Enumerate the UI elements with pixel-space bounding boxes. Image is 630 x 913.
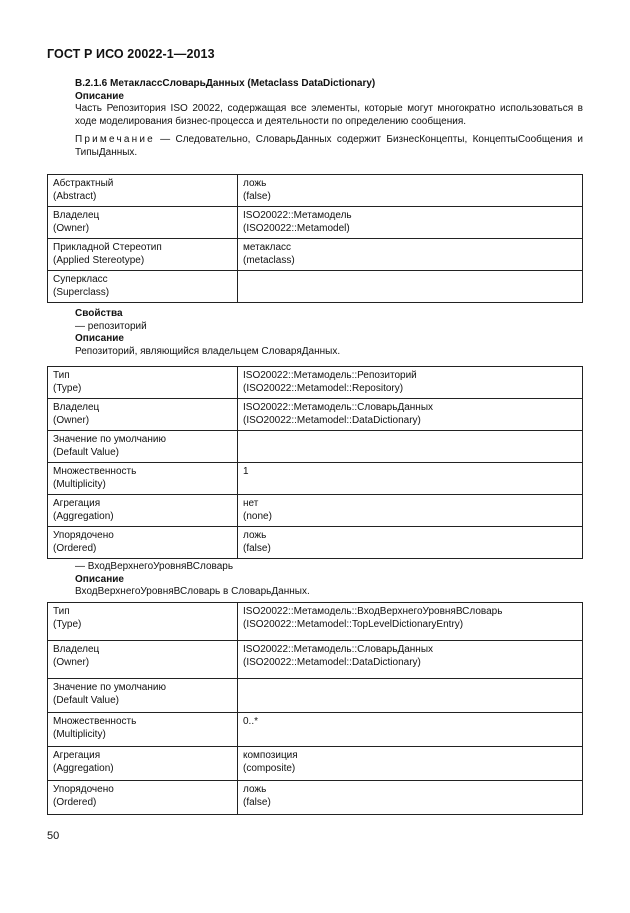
- property-key-en: (Owner): [53, 656, 90, 668]
- property-key-en: (Applied Stereotype): [53, 254, 145, 266]
- property-value-cell: [238, 271, 583, 303]
- property-key-ru: Значение по умолчанию: [53, 682, 166, 693]
- property-key-en: (Default Value): [53, 446, 119, 458]
- property-key-cell: [48, 713, 238, 747]
- property-value-cell: [238, 781, 583, 815]
- property-description: ВходВерхнегоУровняВСловарь в СловарьДанных.: [75, 586, 310, 597]
- property-key-ru: Владелец: [53, 644, 100, 655]
- property-value-ru: ложь: [243, 530, 267, 541]
- property-key-cell: [48, 527, 238, 559]
- property-value-cell: [238, 641, 583, 679]
- property-key-en: (Ordered): [53, 542, 97, 554]
- property-value-ru: ISO20022::Метамодель::СловарьДанных: [243, 402, 434, 413]
- table-row: [48, 679, 583, 713]
- table-row: [48, 271, 583, 303]
- property-name: — репозиторий: [75, 320, 147, 332]
- property-value-ru: ISO20022::Метамодель: [243, 210, 352, 221]
- property-key-ru: Владелец: [53, 402, 100, 413]
- property-value-ru: нет: [243, 498, 259, 509]
- property-key-cell: [48, 747, 238, 781]
- property-value-en: (metaclass): [243, 254, 295, 266]
- property-value-en: (ISO20022::Metamodel::DataDictionary): [243, 414, 421, 426]
- property-description-heading: Описание: [75, 573, 124, 585]
- property-key-cell: [48, 679, 238, 713]
- properties-block-2: [75, 561, 583, 599]
- property-key-ru: Множественность: [53, 466, 137, 477]
- property-value-en: (false): [243, 542, 271, 554]
- property-description: Репозиторий, являющийся владельцем СловаряДанных.: [75, 345, 341, 357]
- property-key-ru: Упорядочено: [53, 530, 114, 541]
- table-row: [48, 207, 583, 239]
- property-key-en: (Default Value): [53, 694, 119, 706]
- property-key-en: (Multiplicity): [53, 728, 106, 740]
- property-key-ru: Упорядочено: [53, 784, 114, 795]
- property-key-cell: [48, 603, 238, 641]
- property-key-cell: [48, 367, 238, 399]
- property-value-cell: [238, 527, 583, 559]
- property-key-en: (Type): [53, 382, 82, 394]
- property-key-en: (Multiplicity): [53, 478, 106, 490]
- property-value-cell: [238, 713, 583, 747]
- description-heading: Описание: [75, 90, 124, 102]
- note: [75, 134, 583, 159]
- section-title: B.2.1.6 МетаклассСловарьДанных (Metaclass DataDictionary): [75, 78, 376, 89]
- property-name: — ВходВерхнегоУровняВСловарь: [75, 561, 234, 572]
- property-key-en: (Owner): [53, 414, 90, 426]
- property-key-cell: [48, 239, 238, 271]
- property-key-cell: [48, 431, 238, 463]
- table-row: [48, 495, 583, 527]
- property-key-ru: Суперкласс: [53, 274, 108, 285]
- property-key-en: (Type): [53, 618, 82, 630]
- property-key-ru: Абстрактный: [53, 178, 114, 189]
- property-value-cell: [238, 603, 583, 641]
- table-row: [48, 463, 583, 495]
- property-value-ru: композиция: [243, 750, 298, 761]
- property-key-ru: Агрегация: [53, 750, 101, 761]
- property-key-ru: Агрегация: [53, 498, 101, 509]
- property-key-ru: Значение по умолчанию: [53, 434, 166, 445]
- property-key-ru: Владелец: [53, 210, 100, 221]
- table-row: [48, 367, 583, 399]
- property-value-cell: [238, 175, 583, 207]
- property-key-cell: [48, 271, 238, 303]
- property-value-en: (ISO20022::Metamodel::Repository): [243, 382, 404, 394]
- property-key-en: (Aggregation): [53, 510, 114, 522]
- property-key-en: (Superclass): [53, 286, 110, 298]
- property-value-en: (false): [243, 190, 271, 202]
- properties-heading: Свойства: [75, 308, 123, 319]
- section-b216: [75, 78, 583, 159]
- property-key-cell: [48, 207, 238, 239]
- note-label: Примечание: [75, 134, 155, 145]
- property-value-ru: ISO20022::Метамодель::Репозиторий: [243, 370, 417, 381]
- table-row: [48, 175, 583, 207]
- property-key-ru: Множественность: [53, 716, 137, 727]
- property-value-cell: [238, 207, 583, 239]
- table-row: [48, 781, 583, 815]
- property-value-cell: [238, 679, 583, 713]
- repository-table: [47, 366, 583, 559]
- property-value-en: (ISO20022::Metamodel::DataDictionary): [243, 656, 421, 668]
- property-value-ru: метакласс: [243, 242, 292, 253]
- property-value-ru: ложь: [243, 178, 267, 189]
- property-description-heading: Описание: [75, 333, 124, 344]
- table-row: [48, 239, 583, 271]
- property-key-en: (Abstract): [53, 190, 97, 202]
- property-value-en: (false): [243, 796, 271, 808]
- table-row: [48, 527, 583, 559]
- table-row: [48, 641, 583, 679]
- property-value-cell: [238, 495, 583, 527]
- note-text: — Следовательно, СловарьДанных содержит БизнесКонцепты, КонцептыСообщения и ТипыДанных.: [75, 134, 583, 158]
- table-row: [48, 713, 583, 747]
- property-value-cell: [238, 239, 583, 271]
- property-key-cell: [48, 399, 238, 431]
- property-value-ru: ложь: [243, 784, 267, 795]
- property-key-cell: [48, 781, 238, 815]
- property-value-cell: [238, 747, 583, 781]
- table-row: [48, 603, 583, 641]
- property-key-ru: Прикладной Стереотип: [53, 242, 162, 253]
- page-number: 50: [47, 830, 60, 842]
- table-row: [48, 747, 583, 781]
- property-value-ru: 0..*: [243, 716, 259, 727]
- top-level-entry-table: [47, 602, 583, 815]
- document-header: ГОСТ Р ИСО 20022-1—2013: [47, 47, 215, 61]
- property-value-ru: ISO20022::Метамодель::СловарьДанных: [243, 644, 434, 655]
- property-value-cell: [238, 463, 583, 495]
- property-value-en: (none): [243, 510, 272, 522]
- property-key-en: (Aggregation): [53, 762, 114, 774]
- property-value-ru: 1: [243, 466, 249, 477]
- property-key-ru: Тип: [53, 370, 70, 381]
- property-key-cell: [48, 463, 238, 495]
- property-value-cell: [238, 431, 583, 463]
- properties-block-1: [75, 308, 583, 358]
- property-key-en: (Owner): [53, 222, 90, 234]
- property-value-cell: [238, 399, 583, 431]
- description-text: Часть Репозитория ISO 20022, содержащая все элементы, которые могут многократно использоваться в ходе моделирования бизнес-процесса и деятельности по определению сообщения.: [75, 103, 583, 127]
- property-key-en: (Ordered): [53, 796, 97, 808]
- property-key-cell: [48, 641, 238, 679]
- property-value-ru: ISO20022::Метамодель::ВходВерхнегоУровняВСловарь: [243, 606, 503, 617]
- property-value-en: (composite): [243, 762, 296, 774]
- property-key-cell: [48, 495, 238, 527]
- table-row: [48, 431, 583, 463]
- property-value-cell: [238, 367, 583, 399]
- metaclass-table: [47, 174, 583, 303]
- table-row: [48, 399, 583, 431]
- property-value-en: (ISO20022::Metamodel): [243, 222, 350, 234]
- property-key-ru: Тип: [53, 606, 70, 617]
- property-value-en: (ISO20022::Metamodel::TopLevelDictionaryEntry): [243, 618, 464, 630]
- property-key-cell: [48, 175, 238, 207]
